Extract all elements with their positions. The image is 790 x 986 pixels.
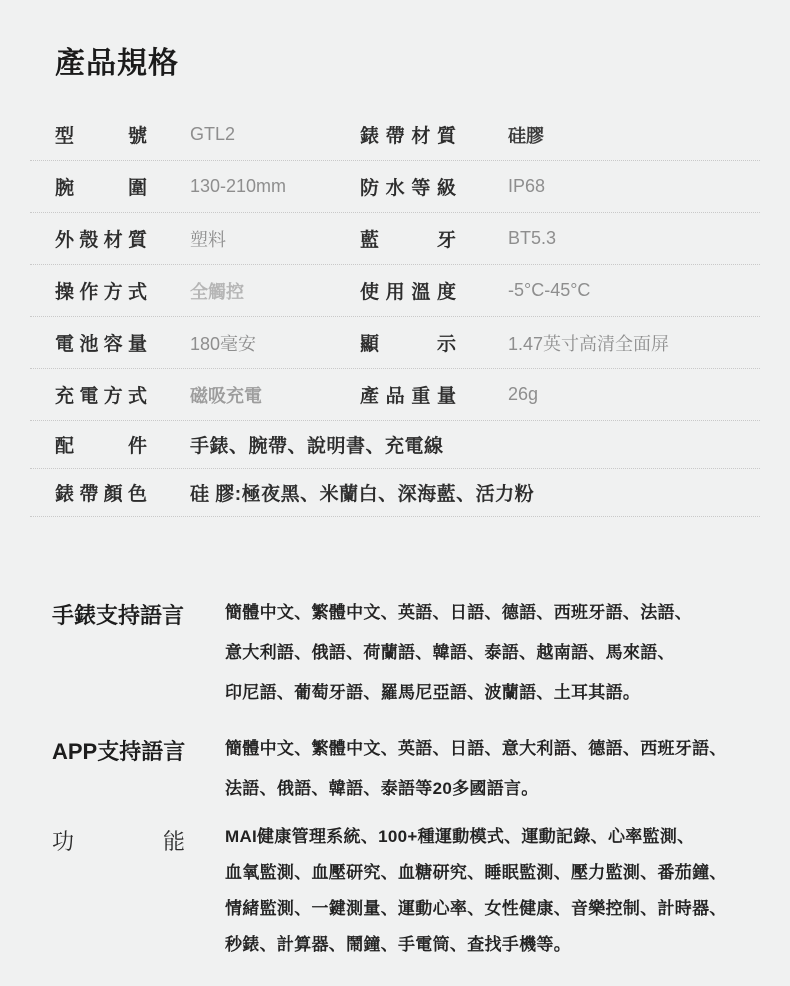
- spec-label-strap-material: 錶帶材質: [360, 126, 456, 147]
- spec-value-temperature: -5°C-45°C: [508, 280, 591, 300]
- spec-label-display: 顯示: [360, 334, 456, 355]
- spec-value-charging: 磁吸充電: [190, 385, 262, 406]
- watch-languages-text: [225, 593, 760, 713]
- spec-row-accessories: [30, 421, 760, 469]
- spec-value-waterproof: IP68: [508, 176, 546, 196]
- spec-value-weight: 26g: [508, 384, 539, 404]
- spec-value-model: GTL2: [190, 124, 236, 144]
- spec-label-strap-colors: 錶帶顏色: [55, 484, 147, 505]
- functions-line-2: 血氧監測、血壓研究、血糖研究、睡眠監測、壓力監測、番茄鐘、: [225, 863, 727, 882]
- spec-row-operation-temperature: [30, 265, 760, 317]
- spec-label-waterproof: 防水等級: [360, 178, 456, 199]
- spec-label-operation: 操作方式: [55, 282, 147, 303]
- app-languages-text: [225, 729, 760, 809]
- spec-value-wrist-size: 130-210mm: [190, 176, 287, 196]
- spec-label-wrist-size: 腕圍: [55, 178, 147, 199]
- watch-languages-line-2: 意大利語、俄語、荷蘭語、韓語、泰語、越南語、馬來語、: [225, 643, 675, 662]
- page-title: 產品規格: [55, 47, 179, 80]
- spec-label-battery: 電池容量: [55, 334, 147, 355]
- watch-languages-line-3: 印尼語、葡萄牙語、羅馬尼亞語、波蘭語、土耳其語。: [225, 683, 641, 702]
- functions-line-4: 秒錶、計算器、鬧鐘、手電筒、查找手機等。: [225, 935, 571, 954]
- app-languages-line-1: 簡體中文、繁體中文、英語、日語、意大利語、德語、西班牙語、: [225, 739, 727, 758]
- spec-label-charging: 充電方式: [55, 386, 147, 407]
- spec-value-operation: 全觸控: [190, 281, 244, 302]
- spec-label-temperature: 使用溫度: [360, 282, 456, 303]
- detail-sections: [52, 593, 760, 963]
- watch-languages-label: 手錶支持語言: [52, 603, 185, 628]
- spec-table: [30, 109, 760, 517]
- spec-value-strap-colors: 硅 膠:極夜黑、米蘭白、深海藍、活力粉: [190, 484, 535, 505]
- functions-line-1: MAI健康管理系統、100+種運動模式、運動記錄、心率監測、: [225, 827, 695, 846]
- spec-value-strap-material: 硅膠: [508, 125, 544, 146]
- spec-row-model-strap: [30, 109, 760, 161]
- section-functions: [52, 819, 760, 963]
- functions-text: [225, 819, 760, 963]
- spec-row-battery-display: [30, 317, 760, 369]
- watch-languages-line-1: 簡體中文、繁體中文、英語、日語、德語、西班牙語、法語、: [225, 603, 693, 622]
- spec-value-display: 1.47英寸高清全面屏: [508, 333, 670, 354]
- spec-label-case-material: 外殼材質: [55, 230, 147, 251]
- spec-label-bluetooth: 藍牙: [360, 230, 456, 251]
- functions-line-3: 情緒監測、一鍵測量、運動心率、女性健康、音樂控制、計時器、: [225, 899, 727, 918]
- section-watch-languages: [52, 593, 760, 713]
- spec-label-accessories: 配件: [55, 436, 147, 457]
- spec-row-charging-weight: [30, 369, 760, 421]
- spec-value-bluetooth: BT5.3: [508, 228, 557, 248]
- app-languages-label: APP支持語言: [52, 739, 186, 764]
- spec-label-model: 型號: [55, 126, 147, 147]
- spec-label-weight: 產品重量: [360, 386, 456, 407]
- section-app-languages: [52, 729, 760, 809]
- spec-row-wrist-waterproof: [30, 161, 760, 213]
- spec-value-accessories: 手錶、腕帶、說明書、充電線: [190, 436, 444, 457]
- app-languages-line-2: 法語、俄語、韓語、泰語等20多國語言。: [225, 779, 539, 798]
- functions-label: 功能: [52, 829, 185, 854]
- spec-value-case-material: 塑料: [190, 229, 226, 250]
- spec-row-case-bluetooth: [30, 213, 760, 265]
- spec-row-strap-colors: [30, 469, 760, 517]
- spec-value-battery: 180毫安: [190, 333, 257, 354]
